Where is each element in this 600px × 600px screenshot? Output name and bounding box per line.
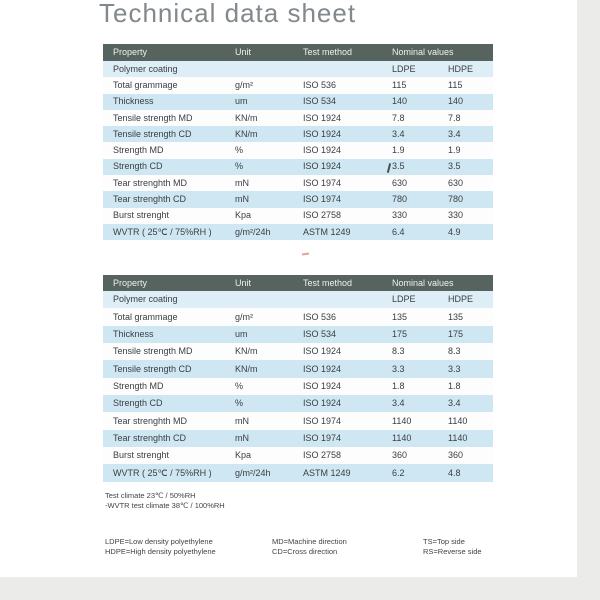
cell-test-method: ISO 1924 <box>303 398 342 409</box>
cell-test-method: ISO 1924 <box>303 363 342 374</box>
table-row-polymer-coating <box>103 61 493 77</box>
cell-property: Tear strenghth CD <box>113 432 187 443</box>
cell-test-method: ISO 1924 <box>303 145 342 156</box>
table-row <box>103 430 493 447</box>
table-row <box>103 159 493 175</box>
cell-unit: mN <box>235 194 249 205</box>
column-header: Unit <box>235 47 252 57</box>
cell-test-method: ASTM 1249 <box>303 226 351 237</box>
cell-test-method: ISO 536 <box>303 311 337 322</box>
table-row <box>103 308 493 325</box>
cell-property: Polymer coating <box>113 63 178 74</box>
cell-ldpe-value: 8.3 <box>392 346 405 357</box>
cell-unit: mN <box>235 177 249 188</box>
cell-test-method: ISO 1924 <box>303 346 342 357</box>
cell-unit: um <box>235 96 248 107</box>
cell-property: Burst strenght <box>113 450 170 461</box>
cell-ldpe-value: 6.4 <box>392 226 405 237</box>
cell-hdpe-value: 630 <box>448 177 464 188</box>
cell-test-method: ISO 1924 <box>303 161 342 172</box>
scan-artifact-mark <box>302 253 309 255</box>
cell-hdpe-value: 3.4 <box>448 128 461 139</box>
legend-item: MD=Machine direction <box>272 537 347 546</box>
data-table-top <box>103 44 493 240</box>
footnotes <box>105 491 225 510</box>
cell-hdpe-value: 330 <box>448 210 464 221</box>
cell-property: Total grammage <box>113 311 178 322</box>
cell-unit: KN/m <box>235 363 258 374</box>
cell-hdpe-value: 1140 <box>448 415 468 426</box>
column-header: Nominal values <box>392 47 454 57</box>
cell-property: Tensile strength MD <box>113 346 193 357</box>
cell-hdpe-value: 7.8 <box>448 112 461 123</box>
cell-ldpe-value: 7.8 <box>392 112 405 123</box>
cell-property: Tear strenghth CD <box>113 194 187 205</box>
table-row <box>103 191 493 207</box>
cell-ldpe-value: 175 <box>392 328 408 339</box>
table-row <box>103 208 493 224</box>
cell-property: Tear strenghth MD <box>113 415 188 426</box>
cell-test-method: ISO 1924 <box>303 112 342 123</box>
legend-item: LDPE=Low density polyethylene <box>105 537 213 546</box>
cell-ldpe-value: 140 <box>392 96 408 107</box>
cell-hdpe-value: 115 <box>448 79 463 90</box>
cell-test-method: ISO 2758 <box>303 210 342 221</box>
cell-test-method: ISO 534 <box>303 328 337 339</box>
table-header-row <box>103 44 493 61</box>
cell-unit: KN/m <box>235 112 258 123</box>
cell-hdpe-value: 1.8 <box>448 380 461 391</box>
cell-ldpe-value: 630 <box>392 177 408 188</box>
cell-unit: % <box>235 145 244 156</box>
footnote-wvtr-climate: -WVTR test climate 38℃ / 100%RH <box>105 500 225 510</box>
table-row <box>103 360 493 377</box>
cell-hdpe-value: 4.9 <box>448 226 461 237</box>
column-header: Unit <box>235 277 252 288</box>
cell-property: Total grammage <box>113 79 178 90</box>
cell-test-method: ISO 1974 <box>303 415 342 426</box>
cell-ldpe-value: 3.4 <box>392 128 405 139</box>
legend-column-direction <box>272 537 347 557</box>
table-row <box>103 412 493 429</box>
cell-ldpe-value: 1140 <box>392 432 412 443</box>
cell-property: Strength CD <box>113 398 163 409</box>
data-table-bottom <box>103 275 493 482</box>
cell-unit: g/m² <box>235 79 253 90</box>
column-header: Nominal values <box>392 277 454 288</box>
cell-property: Strength CD <box>113 161 163 172</box>
cell-unit: mN <box>235 432 249 443</box>
cell-ldpe-value: 135 <box>392 311 408 322</box>
scan-edge <box>577 0 600 600</box>
cell-hdpe-value: 3.5 <box>448 161 461 172</box>
table-row <box>103 142 493 158</box>
cell-test-method: ISO 1974 <box>303 432 342 443</box>
cell-ldpe-value: 1140 <box>392 415 412 426</box>
table-row <box>103 343 493 360</box>
cell-test-method: ISO 534 <box>303 96 337 107</box>
cell-ldpe-value: 115 <box>392 79 407 90</box>
table-row <box>103 224 493 240</box>
column-header: Property <box>113 47 148 57</box>
legend-column-polymer <box>105 537 216 557</box>
cell-test-method: ASTM 1249 <box>303 467 351 478</box>
cell-hdpe-value: 3.3 <box>448 363 461 374</box>
table-row <box>103 378 493 395</box>
cell-hdpe-value: 8.3 <box>448 346 461 357</box>
table-row <box>103 77 493 93</box>
table-row <box>103 126 493 142</box>
cell-property: Tensile strength MD <box>113 112 193 123</box>
cell-hdpe-value: 360 <box>448 450 464 461</box>
cell-unit: g/m²/24h <box>235 467 271 478</box>
cell-property: Tensile strength CD <box>113 128 192 139</box>
column-header-hdpe: HDPE <box>448 294 474 305</box>
cell-property: Burst strenght <box>113 210 170 221</box>
cell-hdpe-value: 140 <box>448 96 464 107</box>
cell-ldpe-value: 330 <box>392 210 408 221</box>
column-header: Test method <box>303 277 353 288</box>
cell-test-method: ISO 1924 <box>303 380 342 391</box>
cell-ldpe-value: 1.8 <box>392 380 405 391</box>
cell-property: Thickness <box>113 96 154 107</box>
cell-unit: um <box>235 328 248 339</box>
cell-ldpe-value: 1.9 <box>392 145 405 156</box>
column-header-ldpe: LDPE <box>392 63 416 74</box>
cell-ldpe-value: 360 <box>392 450 408 461</box>
cell-property: WVTR ( 25℃ / 75%RH ) <box>113 467 212 478</box>
cell-unit: g/m²/24h <box>235 226 271 237</box>
cell-property: Strength MD <box>113 380 164 391</box>
cell-ldpe-value: 3.5 <box>392 161 405 172</box>
cell-ldpe-value: 6.2 <box>392 467 405 478</box>
cell-hdpe-value: 1140 <box>448 432 468 443</box>
cell-hdpe-value: 135 <box>448 311 464 322</box>
cell-property: Tensile strength CD <box>113 363 192 374</box>
table-header-row <box>103 275 493 291</box>
cell-unit: Kpa <box>235 210 252 221</box>
cell-property: Polymer coating <box>113 294 178 305</box>
cell-property: Strength MD <box>113 145 164 156</box>
cell-property: Thickness <box>113 328 154 339</box>
cell-unit: % <box>235 161 244 172</box>
cell-hdpe-value: 4.8 <box>448 467 461 478</box>
table-row <box>103 395 493 412</box>
table-row <box>103 464 493 481</box>
legend-item: CD=Cross direction <box>272 547 338 556</box>
column-header: Property <box>113 277 148 288</box>
column-header: Test method <box>303 47 353 57</box>
table-row <box>103 110 493 126</box>
cell-hdpe-value: 3.4 <box>448 398 461 409</box>
cell-ldpe-value: 3.4 <box>392 398 405 409</box>
cell-unit: Kpa <box>235 450 252 461</box>
cell-unit: KN/m <box>235 346 258 357</box>
cell-property: Tear strenghth MD <box>113 177 188 188</box>
cell-property: WVTR ( 25℃ / 75%RH ) <box>113 226 212 237</box>
cell-unit: % <box>235 380 244 391</box>
cell-test-method: ISO 1974 <box>303 194 342 205</box>
table-row <box>103 326 493 343</box>
legend-item: RS=Reverse side <box>423 547 482 556</box>
page-title: Technical data sheet <box>99 0 357 28</box>
cell-hdpe-value: 175 <box>448 328 464 339</box>
cell-test-method: ISO 536 <box>303 79 337 90</box>
footnote-test-climate: Test climate 23℃ / 50%RH <box>105 491 196 500</box>
table-row <box>103 94 493 110</box>
column-header-ldpe: LDPE <box>392 294 416 305</box>
legend-item: TS=Top side <box>423 537 465 546</box>
cell-test-method: ISO 1924 <box>303 128 342 139</box>
cell-ldpe-value: 3.3 <box>392 363 405 374</box>
table-row-polymer-coating <box>103 291 493 308</box>
cell-unit: KN/m <box>235 128 258 139</box>
cell-ldpe-value: 780 <box>392 194 408 205</box>
cell-test-method: ISO 2758 <box>303 450 342 461</box>
legend-column-side <box>423 537 482 557</box>
cell-hdpe-value: 1.9 <box>448 145 461 156</box>
cell-unit: mN <box>235 415 249 426</box>
column-header-hdpe: HDPE <box>448 63 474 74</box>
cell-test-method: ISO 1974 <box>303 177 342 188</box>
cell-unit: % <box>235 398 244 409</box>
cell-unit: g/m² <box>235 311 253 322</box>
scan-edge <box>0 577 600 600</box>
legend-item: HDPE=High density polyethylene <box>105 547 216 556</box>
table-row <box>103 175 493 191</box>
cell-hdpe-value: 780 <box>448 194 464 205</box>
table-row <box>103 447 493 464</box>
